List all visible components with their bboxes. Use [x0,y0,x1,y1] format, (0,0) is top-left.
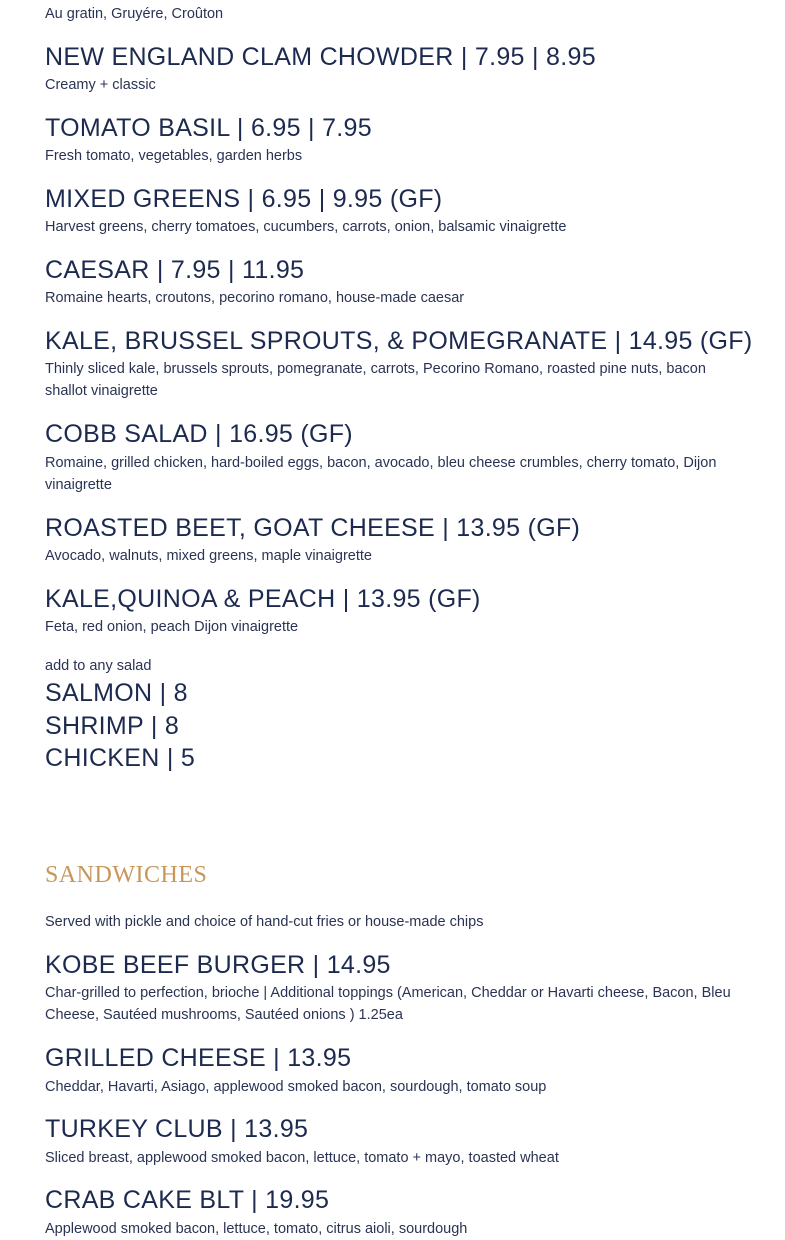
menu-item-title: TURKEY CLUB | 13.95 [45,1115,309,1143]
menu-item-title: CAESAR | 7.95 | 11.95 [45,256,305,284]
menu-item-title: TOMATO BASIL | 6.95 | 7.95 [45,114,372,142]
addon-item: CHICKEN | 5 [45,744,196,772]
menu-item-title: NEW ENGLAND CLAM CHOWDER | 7.95 | 8.95 [45,43,596,71]
menu-item-description: Harvest greens, cherry tomatoes, cucumbers, carrots, onion, balsamic vinaigrette [45,219,567,235]
menu-item-title: COBB SALAD | 16.95 (GF) [45,420,353,448]
addon-label: add to any salad [45,658,152,674]
menu-item-title: CRAB CAKE BLT | 19.95 [45,1186,330,1214]
menu-item-description: Thinly sliced kale, brussels sprouts, pomegranate, carrots, Pecorino Romano, roasted pine nuts, bacon shallot vinaigrette [45,361,706,399]
section-heading-sandwiches: SANDWICHES [45,862,208,888]
menu-item-description: Avocado, walnuts, mixed greens, maple vinaigrette [45,548,372,564]
menu-item-description: Sliced breast, applewood smoked bacon, lettuce, tomato + mayo, toasted wheat [45,1150,559,1166]
menu-item-title: GRILLED CHEESE | 13.95 [45,1044,352,1072]
menu-item-description: Applewood smoked bacon, lettuce, tomato, citrus aioli, sourdough [45,1221,468,1237]
menu-item-title: MIXED GREENS | 6.95 | 9.95 (GF) [45,185,443,213]
menu-item-description: Romaine hearts, croutons, pecorino romano, house-made caesar [45,290,465,306]
addon-item: SHRIMP | 8 [45,712,180,740]
menu-item-title: KALE, BRUSSEL SPROUTS, & POMEGRANATE | 14.95 (GF) [45,327,753,355]
menu-item-description: Romaine, grilled chicken, hard-boiled eggs, bacon, avocado, bleu cheese crumbles, cherry tomato, Dijon vinaigrette [45,455,717,493]
menu-item-description: Cheddar, Havarti, Asiago, applewood smoked bacon, sourdough, tomato soup [45,1079,547,1095]
section-note: Served with pickle and choice of hand-cut fries or house-made chips [45,914,484,930]
menu-item-description: Char-grilled to perfection, brioche | Additional toppings (American, Cheddar or Havarti cheese, Bacon, Bleu Cheese, Sautéed mushrooms, Sautéed onions ) 1.25ea [45,985,731,1023]
menu-item-description: Fresh tomato, vegetables, garden herbs [45,148,303,164]
menu-item-description: Creamy + classic [45,77,156,93]
chowder-top-description: Au gratin, Gruyére, Croûton [45,6,224,22]
menu-item-title: KALE,QUINOA & PEACH | 13.95 (GF) [45,585,481,613]
menu-item-description: Feta, red onion, peach Dijon vinaigrette [45,619,299,635]
menu-item-title: ROASTED BEET, GOAT CHEESE | 13.95 (GF) [45,514,581,542]
menu-item-title: KOBE BEEF BURGER | 14.95 [45,951,391,979]
addon-item: SALMON | 8 [45,679,188,707]
